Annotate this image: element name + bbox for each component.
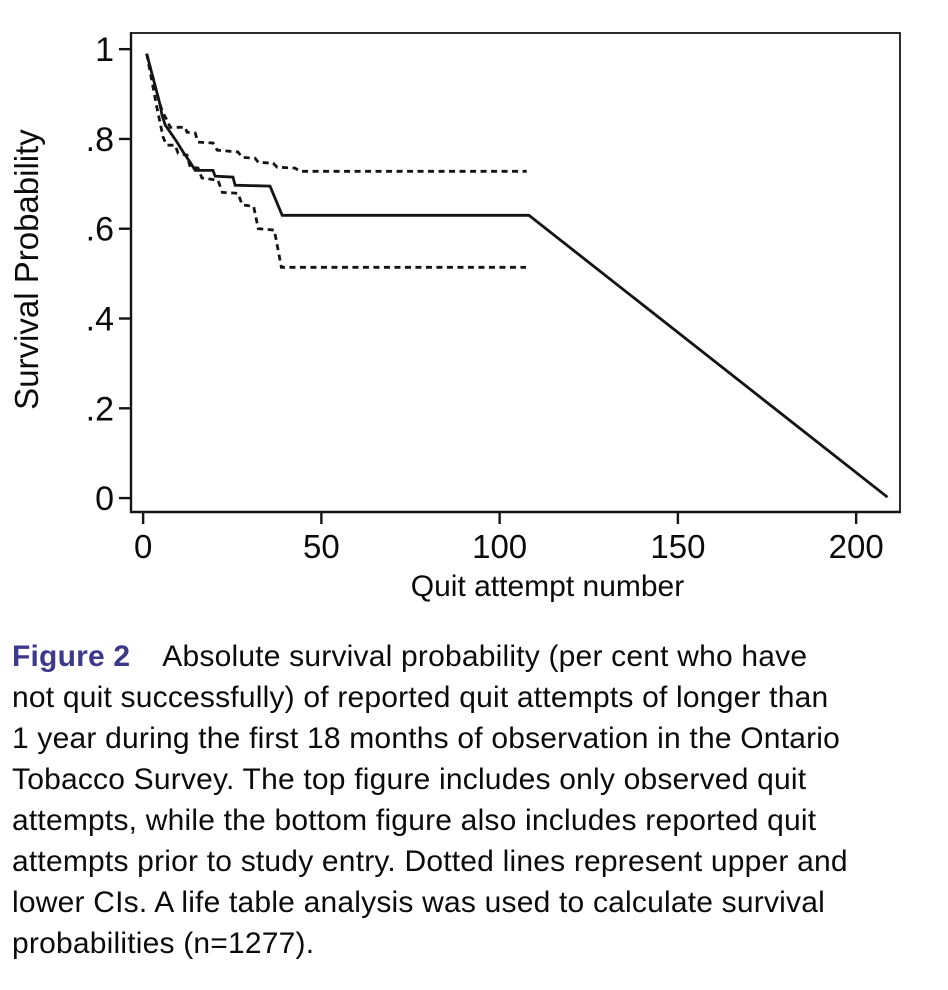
- figure-label: Figure 2: [12, 640, 131, 673]
- y-axis-title: Survival Probability: [8, 129, 45, 410]
- caption-line: lower CIs. A life table analysis was used to calculate survival: [12, 886, 825, 919]
- x-tick-label: 150: [650, 528, 706, 565]
- x-tick-label: 50: [303, 528, 340, 565]
- caption-line: probabilities (n=1277).: [12, 927, 315, 960]
- survival-line: [147, 54, 888, 498]
- y-tick-label: .2: [85, 390, 114, 429]
- caption-text: Absolute survival probability (per cent who have: [162, 640, 808, 673]
- caption-line: attempts, while the bottom figure also includes reported quit: [12, 804, 817, 837]
- y-tick-label: .6: [85, 210, 114, 249]
- y-tick-label: .8: [85, 120, 114, 159]
- caption-line: Tobacco Survey. The top figure includes only observed quit: [12, 763, 807, 796]
- x-tick-label: 0: [133, 528, 153, 565]
- y-tick-label: 0: [95, 480, 114, 519]
- x-tick-label: 100: [472, 528, 528, 565]
- figure-caption: [12, 636, 938, 964]
- caption-line: 1 year during the first 18 months of observation in the Ontario: [12, 722, 841, 755]
- upper-ci-line: [147, 54, 527, 172]
- caption-line: [12, 636, 938, 677]
- lower-ci-line: [147, 54, 526, 268]
- plot-frame: [131, 33, 900, 512]
- y-tick-label: 1: [95, 31, 114, 70]
- caption-line: attempts prior to study entry. Dotted lines represent upper and: [12, 845, 848, 878]
- x-axis-title: Quit attempt number: [410, 570, 685, 603]
- x-tick-label: 200: [828, 528, 884, 565]
- caption-line: not quit successfully) of reported quit attempts of longer than: [12, 681, 829, 714]
- y-tick-label: .4: [85, 300, 114, 339]
